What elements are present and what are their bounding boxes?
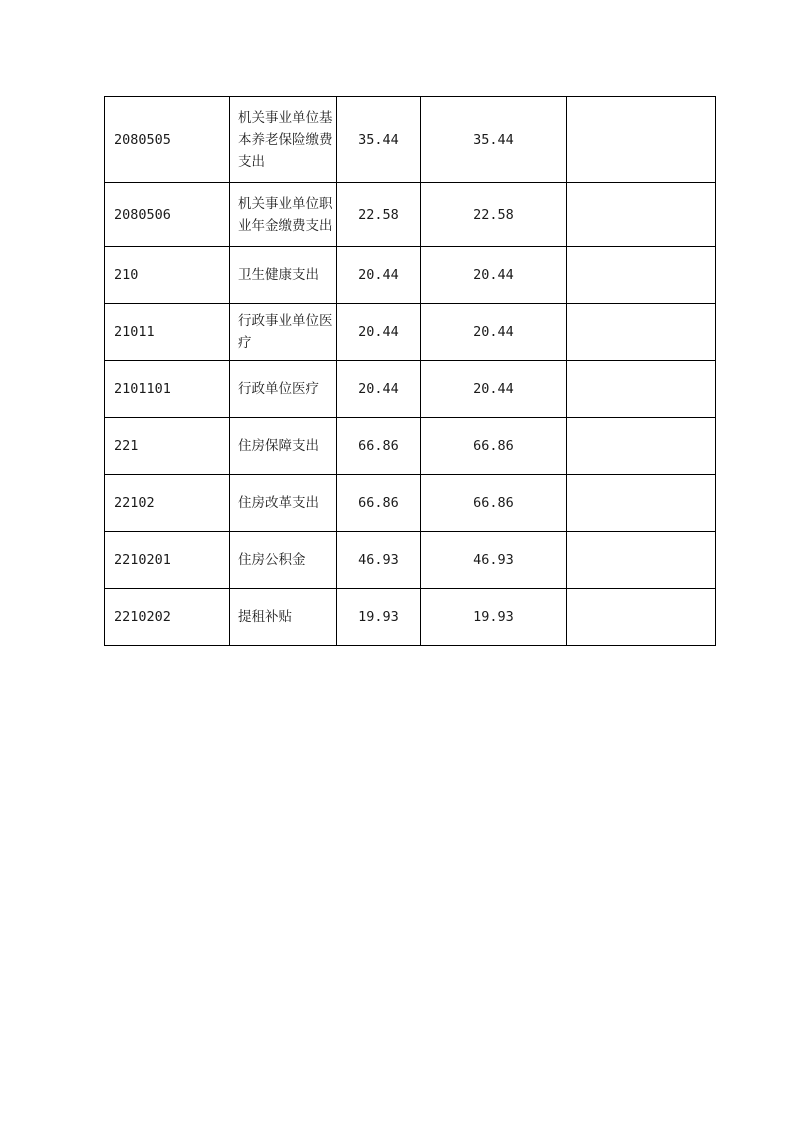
amount-basic: 20.44: [421, 361, 567, 418]
note-cell: [567, 532, 716, 589]
amount-total: 35.44: [337, 97, 421, 183]
amount-total: 66.86: [337, 475, 421, 532]
subject-code: 2101101: [105, 361, 230, 418]
table-row: [105, 589, 716, 646]
note-cell: [567, 304, 716, 361]
table-row: [105, 247, 716, 304]
amount-total: 19.93: [337, 589, 421, 646]
subject-code: 22102: [105, 475, 230, 532]
table-row: [105, 418, 716, 475]
amount-total: 20.44: [337, 304, 421, 361]
note-cell: [567, 247, 716, 304]
amount-total: 22.58: [337, 183, 421, 247]
note-cell: [567, 97, 716, 183]
amount-basic: 20.44: [421, 247, 567, 304]
amount-total: 20.44: [337, 247, 421, 304]
note-cell: [567, 361, 716, 418]
subject-name: 行政事业单位医疗: [230, 304, 337, 361]
subject-code: 221: [105, 418, 230, 475]
amount-basic: 66.86: [421, 418, 567, 475]
amount-basic: 22.58: [421, 183, 567, 247]
subject-code: 210: [105, 247, 230, 304]
subject-code: 2210201: [105, 532, 230, 589]
budget-table: [104, 96, 716, 646]
note-cell: [567, 475, 716, 532]
table-row: [105, 361, 716, 418]
table-row: [105, 475, 716, 532]
subject-code: 2080505: [105, 97, 230, 183]
note-cell: [567, 589, 716, 646]
amount-total: 66.86: [337, 418, 421, 475]
table-row: [105, 532, 716, 589]
table-row: [105, 304, 716, 361]
amount-basic: 35.44: [421, 97, 567, 183]
amount-basic: 19.93: [421, 589, 567, 646]
amount-total: 46.93: [337, 532, 421, 589]
subject-name: 行政单位医疗: [230, 361, 337, 418]
subject-name: 住房公积金: [230, 532, 337, 589]
subject-name: 机关事业单位职业年金缴费支出: [230, 183, 337, 247]
amount-basic: 20.44: [421, 304, 567, 361]
amount-total: 20.44: [337, 361, 421, 418]
subject-code: 2080506: [105, 183, 230, 247]
subject-name: 提租补贴: [230, 589, 337, 646]
amount-basic: 46.93: [421, 532, 567, 589]
table-row: [105, 183, 716, 247]
subject-name: 卫生健康支出: [230, 247, 337, 304]
table-row: [105, 97, 716, 183]
note-cell: [567, 183, 716, 247]
note-cell: [567, 418, 716, 475]
subject-code: 2210202: [105, 589, 230, 646]
subject-name: 住房改革支出: [230, 475, 337, 532]
subject-name: 机关事业单位基本养老保险缴费支出: [230, 97, 337, 183]
subject-code: 21011: [105, 304, 230, 361]
subject-name: 住房保障支出: [230, 418, 337, 475]
amount-basic: 66.86: [421, 475, 567, 532]
